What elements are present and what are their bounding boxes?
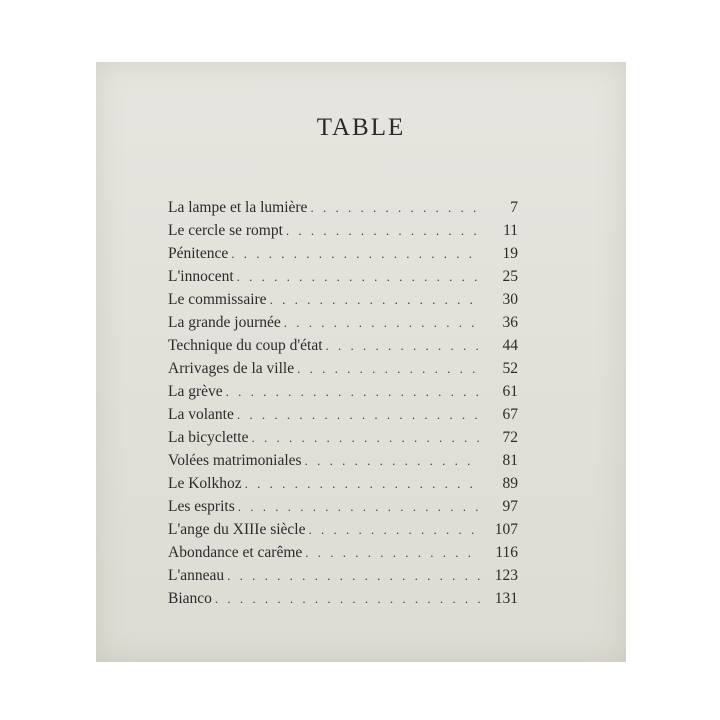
page-title: TABLE	[316, 114, 406, 141]
entry-title: Bianco	[168, 590, 212, 607]
entry-page-number: 97	[502, 498, 518, 515]
entry-page-number: 81	[502, 452, 518, 469]
entry-page-number: 36	[502, 314, 518, 331]
entry-page-number: 89	[502, 475, 518, 492]
dot-leader	[215, 591, 480, 607]
toc-entry	[168, 452, 518, 475]
entry-title: La grève	[168, 383, 223, 400]
toc-entry	[168, 429, 518, 452]
entry-title: Pénitence	[168, 245, 229, 262]
entry-title: La volante	[168, 406, 234, 423]
dot-leader	[297, 361, 480, 377]
entry-title: Technique du coup d'état	[168, 337, 323, 354]
toc-entry	[168, 222, 518, 245]
entry-page-number: 131	[494, 590, 518, 607]
toc-entry	[168, 567, 518, 590]
book-page	[96, 62, 626, 662]
entry-title: L'anneau	[168, 567, 225, 584]
entry-title: Les esprits	[168, 498, 235, 515]
toc-entry	[168, 291, 518, 314]
dot-leader	[305, 453, 480, 469]
entry-title: Volées matrimoniales	[168, 452, 302, 469]
dot-leader	[270, 292, 480, 308]
entry-title: La grande journée	[168, 314, 281, 331]
dot-leader	[231, 246, 480, 262]
toc-entry	[168, 245, 518, 268]
entry-title: Le cercle se rompt	[168, 222, 283, 239]
entry-title: Le Kolkhoz	[168, 475, 242, 492]
entry-page-number: 116	[495, 544, 518, 561]
entry-title: La lampe et la lumière	[168, 199, 308, 216]
dot-leader	[237, 269, 480, 285]
entry-page-number: 123	[494, 567, 518, 584]
toc-entry	[168, 544, 518, 567]
dot-leader	[284, 315, 480, 331]
dot-leader	[310, 200, 480, 216]
toc-entry	[168, 314, 518, 337]
entry-page-number: 61	[502, 383, 518, 400]
entry-page-number: 52	[502, 360, 518, 377]
entry-title: Abondance et carême	[168, 544, 303, 561]
dot-leader	[237, 407, 480, 423]
entry-page-number: 107	[494, 521, 518, 538]
entry-page-number: 11	[503, 222, 518, 239]
entry-page-number: 7	[510, 199, 518, 216]
entry-title: L'ange du XIIIe siècle	[168, 521, 306, 538]
dot-leader	[245, 476, 480, 492]
toc-entry	[168, 521, 518, 544]
entry-title: L'innocent	[168, 268, 234, 285]
entry-page-number: 72	[502, 429, 518, 446]
dot-leader	[309, 522, 481, 538]
dot-leader	[226, 384, 480, 400]
entry-page-number: 44	[502, 337, 518, 354]
toc-entry	[168, 360, 518, 383]
toc-entry	[168, 406, 518, 429]
dot-leader	[238, 499, 480, 515]
toc-entry	[168, 337, 518, 360]
entry-page-number: 19	[502, 245, 518, 262]
entry-page-number: 67	[502, 406, 518, 423]
toc-entry	[168, 590, 518, 613]
dot-leader	[286, 223, 480, 239]
dot-leader	[326, 338, 480, 354]
dot-leader	[227, 568, 480, 584]
dot-leader	[305, 545, 480, 561]
toc-entry	[168, 199, 518, 222]
table-of-contents	[168, 199, 518, 613]
entry-page-number: 30	[502, 291, 518, 308]
toc-entry	[168, 268, 518, 291]
toc-entry	[168, 498, 518, 521]
dot-leader	[251, 430, 480, 446]
entry-page-number: 25	[502, 268, 518, 285]
entry-title: La bicyclette	[168, 429, 249, 446]
entry-title: Le commissaire	[168, 291, 267, 308]
toc-entry	[168, 475, 518, 498]
entry-title: Arrivages de la ville	[168, 360, 295, 377]
toc-entry	[168, 383, 518, 406]
